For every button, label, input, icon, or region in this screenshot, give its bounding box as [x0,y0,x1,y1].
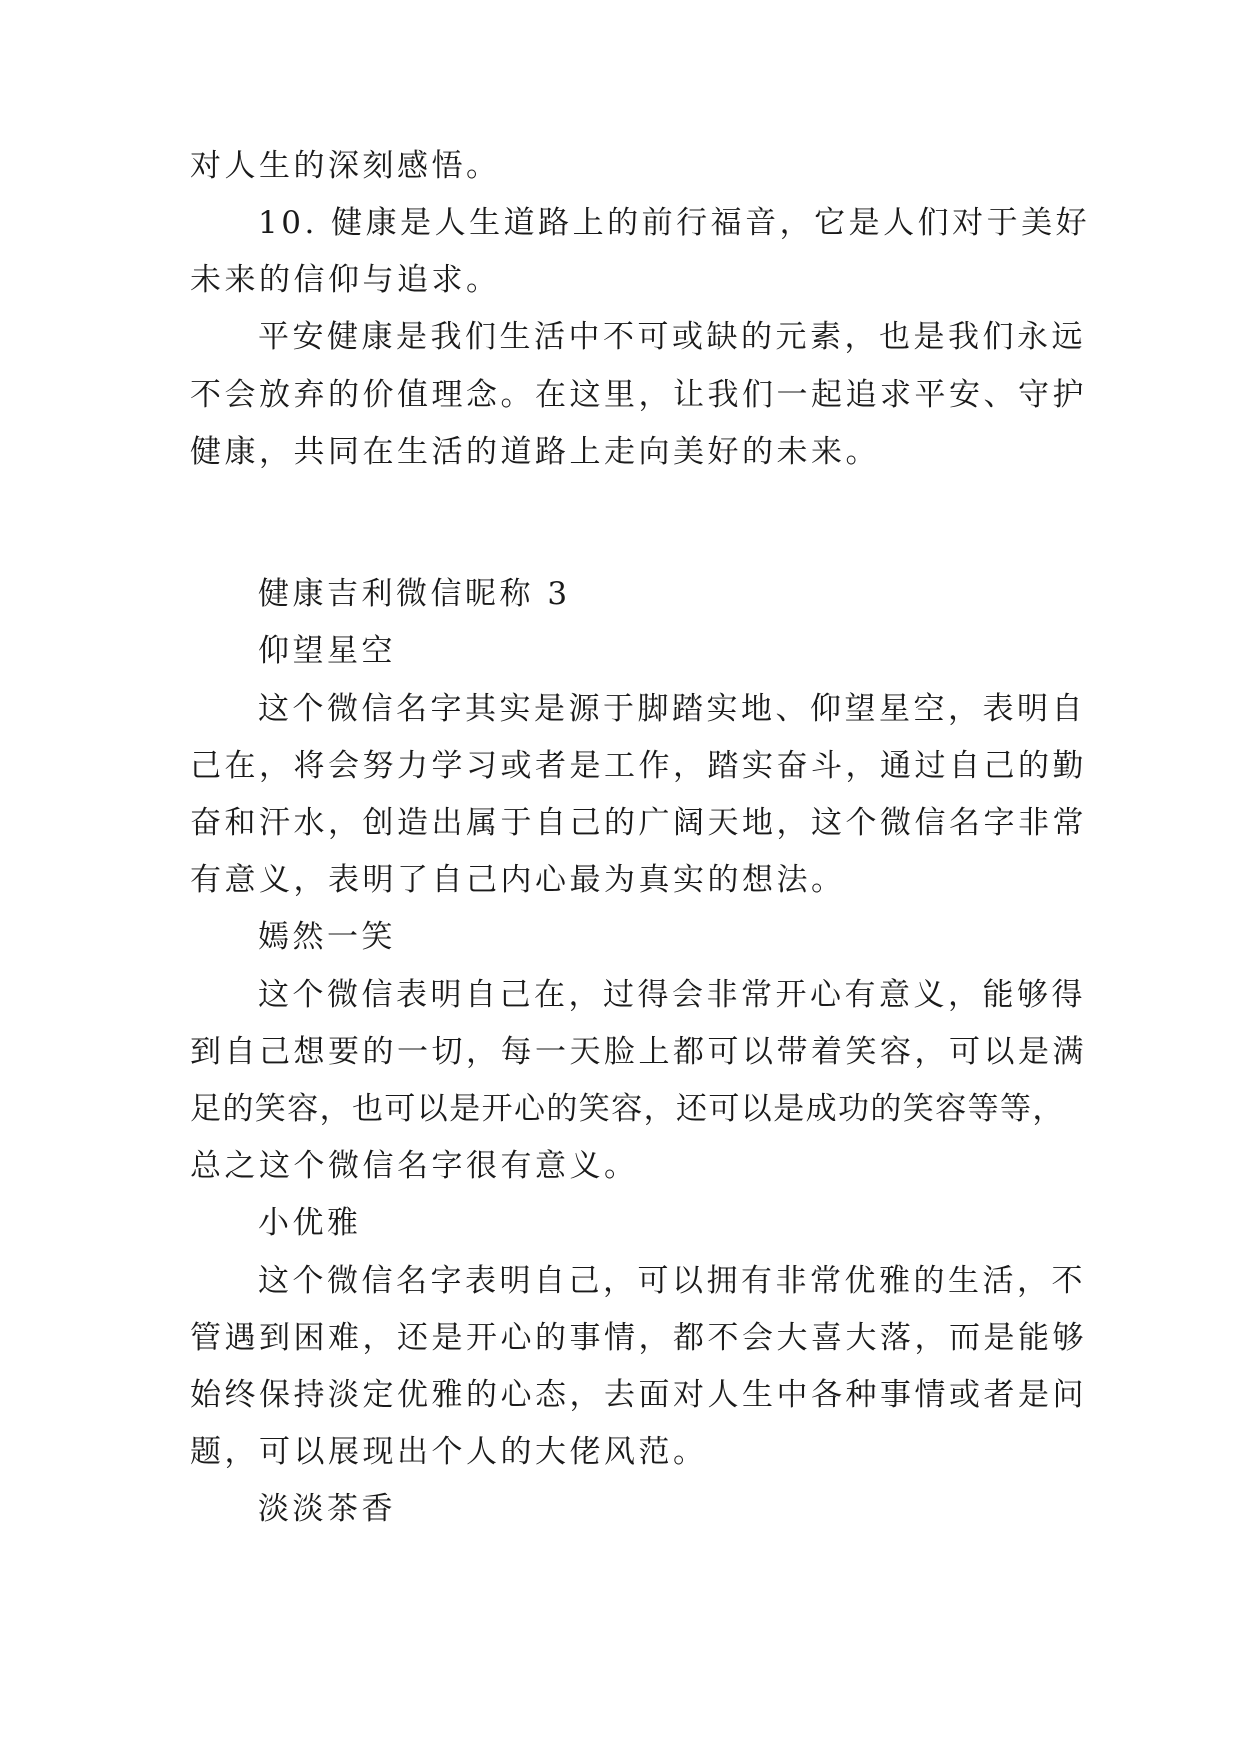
section-heading: 健康吉利微信昵称 3 [258,576,571,612]
paragraph-line: 总之这个微信名字很有意义。 [190,1148,639,1184]
paragraph-line: 足的笑容，也可以是开心的笑容，还可以是成功的笑容等等， [190,1091,1065,1127]
paragraph-line: 己在，将会努力学习或者是工作，踏实奋斗，通过自己的勤 [190,748,1087,784]
list-item-10-line: 10. 健康是人生道路上的前行福音，它是人们对于美好 [258,205,1091,241]
paragraph-line: 这个微信名字其实是源于脚踏实地、仰望星空，表明自 [258,691,1086,727]
paragraph-line: 有意义，表明了自己内心最为真实的想法。 [190,862,846,898]
paragraph-line: 对人生的深刻感悟。 [190,148,501,184]
nickname-title: 小优雅 [258,1205,362,1241]
paragraph-line: 健康，共同在生活的道路上走向美好的未来。 [190,434,880,470]
paragraph-line: 始终保持淡定优雅的心态，去面对人生中各种事情或者是问 [190,1377,1087,1413]
paragraph-line: 这个微信名字表明自己，可以拥有非常优雅的生活，不 [258,1263,1086,1299]
paragraph-line: 平安健康是我们生活中不可或缺的元素，也是我们永远 [258,319,1086,355]
paragraph-line: 到自己想要的一切，每一天脸上都可以带着笑容，可以是满 [190,1034,1087,1070]
paragraph-line: 题，可以展现出个人的大佬风范。 [190,1434,708,1470]
paragraph-line: 这个微信表明自己在，过得会非常开心有意义，能够得 [258,977,1086,1013]
paragraph-line: 管遇到困难，还是开心的事情，都不会大喜大落，而是能够 [190,1320,1087,1356]
nickname-title: 嫣然一笑 [258,919,396,955]
nickname-title: 淡淡茶香 [258,1491,396,1527]
paragraph-line: 不会放弃的价值理念。在这里，让我们一起追求平安、守护 [190,377,1087,413]
paragraph-line: 未来的信仰与追求。 [190,262,501,298]
nickname-title: 仰望星空 [258,633,396,669]
paragraph-line: 奋和汗水，创造出属于自己的广阔天地，这个微信名字非常 [190,805,1087,841]
